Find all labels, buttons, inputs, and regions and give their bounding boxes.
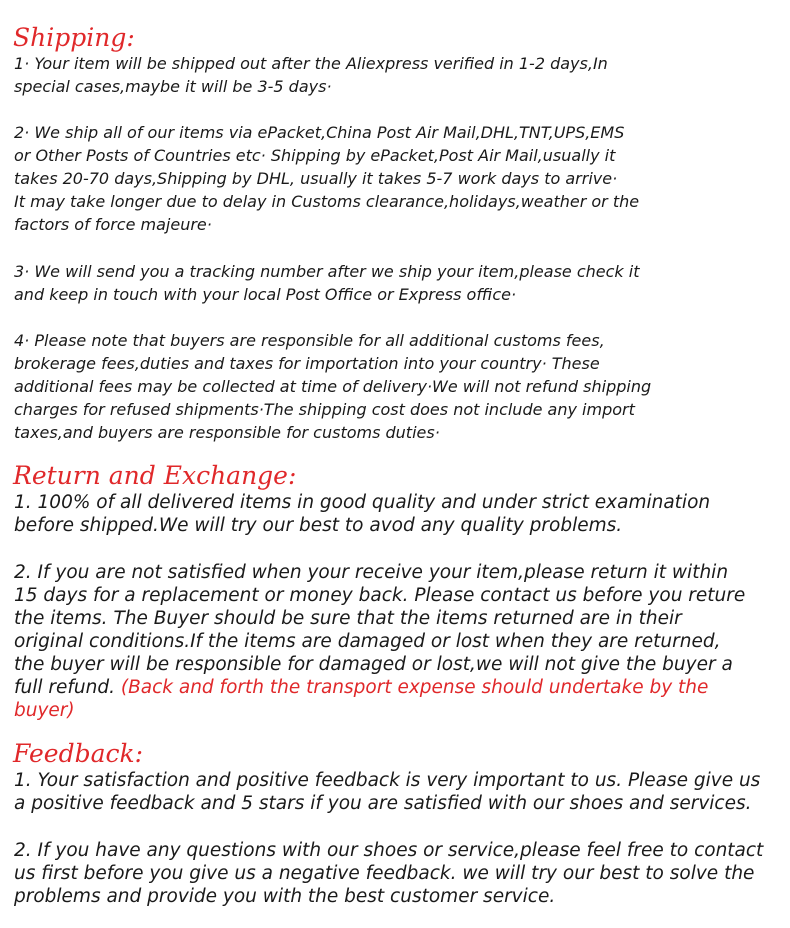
shipping-line: 3· We will send you a tracking number after we ship your item,please check it <box>14 262 640 281</box>
feedback-line: us first before you give us a negative feedback. we will try our best to solve the <box>14 863 755 884</box>
shipping-line: and keep in touch with your local Post Office or Express office· <box>14 285 517 304</box>
return-line: 1. 100% of all delivered items in good quality and under strict examination <box>14 492 711 513</box>
return-refund-line <box>14 677 708 699</box>
shipping-line: 1· Your item will be shipped out after the Aliexpress verified in 1-2 days,In <box>14 54 608 73</box>
shipping-line: takes 20-70 days,Shipping by DHL, usually it takes 5-7 work days to arrive· <box>14 169 618 188</box>
shipping-heading: Shipping: <box>13 23 135 52</box>
feedback-heading: Feedback: <box>13 739 144 768</box>
feedback-line: a positive feedback and 5 stars if you are satisfied with our shoes and services. <box>14 793 752 814</box>
return-line: the buyer will be responsible for damaged or lost,we will not give the buyer a <box>14 654 733 675</box>
return-line: 15 days for a replacement or money back. Please contact us before you reture <box>14 585 746 606</box>
shipping-line: or Other Posts of Countries etc· Shipping by ePacket,Post Air Mail,usually it <box>14 146 616 165</box>
return-heading: Return and Exchange: <box>13 461 297 490</box>
refund-note: (Back and forth the transport expense should undertake by the <box>120 677 709 698</box>
shipping-line: factors of force majeure· <box>14 215 212 234</box>
shipping-line: charges for refused shipments·The shipping cost does not include any import <box>14 400 635 419</box>
feedback-line: 1. Your satisfaction and positive feedback is very important to us. Please give us <box>14 770 761 791</box>
return-line: the items. The Buyer should be sure that the items returned are in their <box>14 608 682 629</box>
shipping-line: It may take longer due to delay in Customs clearance,holidays,weather or the <box>14 192 640 211</box>
return-line: before shipped.We will try our best to avod any quality problems. <box>14 515 623 536</box>
feedback-line: 2. If you have any questions with our shoes or service,please feel free to contact <box>14 840 764 861</box>
refund-text: full refund. <box>14 677 121 698</box>
shipping-line: brokerage fees,duties and taxes for importation into your country· These <box>14 354 600 373</box>
shipping-line: special cases,maybe it will be 3-5 days· <box>14 77 332 96</box>
shipping-line: taxes,and buyers are responsible for customs duties· <box>14 423 440 442</box>
return-line: buyer) <box>14 700 75 721</box>
feedback-line: problems and provide you with the best customer service. <box>14 886 556 907</box>
return-line: original conditions.If the items are damaged or lost when they are returned, <box>14 631 721 652</box>
return-line: 2. If you are not satisfied when your receive your item,please return it within <box>14 562 729 583</box>
shipping-line: 2· We ship all of our items via ePacket,China Post Air Mail,DHL,TNT,UPS,EMS <box>14 123 625 142</box>
shipping-line: 4· Please note that buyers are responsible for all additional customs fees, <box>14 331 605 350</box>
shipping-line: additional fees may be collected at time of delivery·We will not refund shipping <box>14 377 652 396</box>
